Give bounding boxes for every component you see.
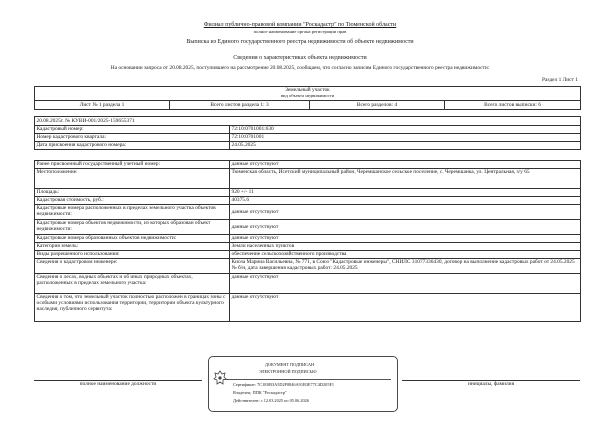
object-type-cell (35, 87, 581, 101)
detail-label: Площадь: (35, 189, 230, 197)
basis-text: На основании запроса от 20.08.2025, поступившего на рассмотрение 20.08.2025, сообщаем, что согласно записям Единого государственного реестра недвижимости: (110, 65, 490, 71)
main-field-label: Номер кадастрового квартала: (35, 134, 230, 142)
detail-value: 920 +/- 11 (230, 189, 581, 197)
reg-date-number: 20.08.2025г. № КУВИ-001/2025-159655371 (35, 117, 581, 126)
detail-value: данные отсутствуют (230, 205, 581, 220)
stamp-title-1: ДОКУМЕНТ ПОДПИСАН (265, 362, 315, 367)
position-caption: полное наименование должности (79, 381, 157, 387)
object-type: Земельный участок (285, 87, 330, 93)
detail-value: Киоза Марина Васильевна, № 771, в Союз "Кадастровые инженеры", СНИЛС 31077336430, договор на выполнение кадастровых работ от 24.05.2025 № б/н, дата завершения кадастровых работ: 24.05.2025 (230, 259, 581, 274)
detail-label: Кадастровые номера образованных объектов недвижимости: (35, 235, 230, 243)
stamp-cert-line: Действителен: с 12.03.2025 по 05.06.2026 (233, 398, 309, 403)
detail-value: данные отсутствуют (230, 161, 581, 169)
extract-title: Выписка из Единого государственного реестра недвижимости об объекте недвижимости (186, 39, 414, 45)
stamp-divider (223, 379, 391, 380)
object-header-table (34, 86, 581, 110)
detail-label: Местоположение: (35, 169, 230, 189)
main-fields-table (34, 116, 581, 150)
total-sections: Всего разделов: 4 (310, 101, 445, 110)
object-type-note: вид объекта недвижимости (280, 93, 335, 99)
detail-value: 40375.6 (230, 197, 581, 205)
electronic-signature-stamp (208, 356, 398, 412)
detail-value: Тюменская область, Исетский муниципальный район, Черемшанское сельское поселение, с. Черемшанка, ул. Центральная, з/у 65 (230, 169, 581, 189)
detail-label: Кадастровые номера объектов недвижимости, из которых образован объект недвижимости: (35, 220, 230, 235)
detail-value: данные отсутствуют (230, 235, 581, 243)
total-section-sheets: Всего листов раздела 1: 3 (170, 101, 310, 110)
stamp-cert-line: Владелец: ППК "Роскадастр" (233, 390, 287, 395)
detail-value: данные отсутствуют (230, 274, 581, 294)
details-table (34, 160, 581, 322)
org-note: полное наименование органа регистрации прав (253, 29, 347, 34)
detail-label: Категория земель: (35, 243, 230, 251)
section-label: Раздел 1 Лист 1 (542, 77, 578, 83)
detail-label: Кадастровые номера расположенных в пределах земельного участка объектов недвижимости: (35, 205, 230, 220)
main-field-value: 72:10:0701001:630 (230, 126, 581, 134)
detail-label: Сведения о лесах, водных объектах и об иных природных объектах, расположенных в пределах земельного участка: (35, 274, 230, 294)
section-title: Сведения о характеристиках объекта недвижимости (233, 55, 367, 61)
main-field-value: 72:10:0701001 (230, 134, 581, 142)
detail-value: данные отсутствуют (230, 220, 581, 235)
detail-label: Ранее присвоенный государственный учетный номер: (35, 161, 230, 169)
detail-label: Сведения о том, что земельный участок полностью расположен в границах зоны с особыми условиями использования территории, территории объекта культурного наследия, публичного сервитута: (35, 294, 230, 322)
detail-value: обеспечение сельскохозяйственного производства (230, 251, 581, 259)
main-field-value: 24.05.2025 (230, 142, 581, 150)
detail-label: Сведения о кадастровом инженере: (35, 259, 230, 274)
detail-value: данные отсутствуют (230, 294, 581, 322)
sheet-number: Лист № 1 раздела 1 (35, 101, 170, 110)
name-caption: инициалы, фамилия (467, 381, 515, 387)
stamp-cert-line: Сертификат: 7C1E0B3A5D2F8846A91B3E77C4D205F1 (233, 382, 335, 387)
stamp-title-2: ЭЛЕКТРОННОЙ ПОДПИСЬЮ (259, 369, 317, 374)
detail-label: Кадастровая стоимость, руб.: (35, 197, 230, 205)
total-extract-sheets: Всего листов выписки: 6 (445, 101, 581, 110)
main-field-label: Дата присвоения кадастрового номера: (35, 142, 230, 150)
emblem-icon (213, 370, 227, 391)
main-field-label: Кадастровый номер: (35, 126, 230, 134)
detail-label: Виды разрешенного использования: (35, 251, 230, 259)
detail-value: Земли населенных пунктов (230, 243, 581, 251)
org-name: Филиал публично-правовой компании "Роскадастр" по Тюменской области (203, 22, 397, 28)
